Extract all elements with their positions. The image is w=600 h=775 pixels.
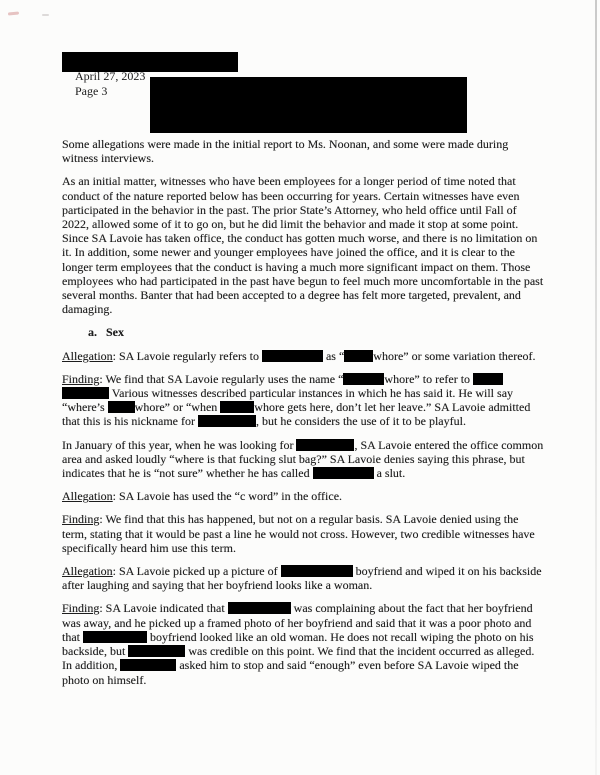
date-line: April 27, 2023 xyxy=(75,69,146,83)
underlined-label: Finding xyxy=(62,371,100,386)
redacted-text xyxy=(281,565,353,577)
redacted-text xyxy=(83,631,147,643)
redacted-text xyxy=(343,373,384,385)
paragraph xyxy=(62,512,544,555)
page-number-line: Page 3 xyxy=(75,83,108,98)
redacted-text xyxy=(344,350,373,362)
underlined-label: Finding xyxy=(62,512,100,527)
redacted-text xyxy=(62,387,109,399)
text-run: as “ xyxy=(322,348,345,363)
redacted-text xyxy=(262,350,323,362)
text-run: boyfriend looked like an old woman. He does not recall wiping the photo on his backside, but xyxy=(62,629,534,659)
text-run: was complaining about the fact that her boyfriend was away, and he picked up a framed photo of her boyfriend and said that it was a poor photo and that xyxy=(62,601,533,644)
text-run: boyfriend and wiped it on his backside after laughing and saying that her boyfriend looks like a woman. xyxy=(62,564,542,593)
redacted-text xyxy=(313,467,374,479)
scan-edge-artifact xyxy=(595,0,597,775)
text-run: Various witnesses described particular instances in which he has said it. He will say “where’s xyxy=(62,386,514,415)
text-run: whore gets here, don’t let her leave.” SA Lavoie admitted that this is his nickname for xyxy=(62,400,531,429)
underlined-label: Finding xyxy=(62,601,100,616)
text-run: was credible on this point. We find that the incident occurred as alleged. In addition, xyxy=(62,644,535,673)
underlined-label: Allegation xyxy=(62,489,113,504)
text-run: a slut. xyxy=(373,466,406,481)
text-run: , but he considers the use of it to be playful. xyxy=(255,414,466,429)
redacted-text xyxy=(198,415,256,427)
redacted-text xyxy=(228,602,291,614)
text-run: : We find that this has happened, but not on a regular basis. SA Lavoie denied using the term, stating that it would be past a line he would not cross. However, two credible witnesses have specifically heard him use this term. xyxy=(62,512,535,555)
paragraph xyxy=(62,564,544,592)
document-header xyxy=(75,69,145,98)
section-heading xyxy=(88,325,544,339)
text-run: : SA Lavoie indicated that xyxy=(99,601,228,616)
redacted-text xyxy=(296,439,354,451)
paragraph xyxy=(62,372,544,429)
redacted-text xyxy=(473,373,503,385)
paragraph xyxy=(62,601,544,686)
text-run: : SA Lavoie has used the “c word” in the office. xyxy=(112,489,343,504)
text-run: , SA Lavoie entered the office common area and asked loudly “where is that fucking slut bag?” SA Lavoie denies saying this phrase, but indicates that he is “not sure” whether he has called xyxy=(62,437,544,481)
text-run: : We find that SA Lavoie regularly uses the name “ xyxy=(99,371,344,386)
text-run: : SA Lavoie picked up a picture of xyxy=(112,564,281,579)
text-run: whore” or some variation thereof. xyxy=(373,348,536,363)
underlined-label: Allegation xyxy=(62,564,113,579)
paragraph xyxy=(62,349,544,363)
paragraph xyxy=(62,489,544,503)
text-run: asked him to stop and said “enough” even before SA Lavoie wiped the photo on himself. xyxy=(62,658,519,687)
text-run: whore” to refer to xyxy=(384,371,474,386)
text-run: whore” or “when xyxy=(134,400,221,415)
redacted-text xyxy=(108,401,135,413)
pen-mark xyxy=(8,11,19,15)
underlined-label: Allegation xyxy=(62,348,113,363)
redacted-text xyxy=(120,659,176,671)
redacted-text xyxy=(128,645,185,657)
pen-mark xyxy=(42,14,49,16)
text-run: In January of this year, when he was looking for xyxy=(62,437,297,452)
text-run: As an initial matter, witnesses who have been employees for a longer period of time noted that conduct of the nature reported below has been occurring for years. Certain witnesses have even participated in the behavior in the past. The prior State’s Attorney, who held office until Fall of 2022, allowed some of it to go on, but he did limit the behavior and made it stop at some point. Since SA Lavoie has taken office, the conduct has gotten much worse, and there is no limitation on it. In addition, some newer and younger employees have joined the office, and it is clear to the longer term employees that the conduct is having a much more significant impact on them. Those employees who had participated in the past have begun to feel much more uncomfortable in the past several months. Banter that had been accepted to a degree has felt more targeted, prevalent, and damaging. xyxy=(62,174,544,317)
text-run: : SA Lavoie regularly refers to xyxy=(112,348,262,363)
paragraph xyxy=(62,137,544,165)
document-body xyxy=(62,137,544,696)
paragraph xyxy=(62,174,544,316)
text-run: Some allegations were made in the initial report to Ms. Noonan, and some were made during witness interviews. xyxy=(62,137,509,166)
redaction-block xyxy=(150,77,467,133)
paragraph xyxy=(62,438,544,481)
redacted-text xyxy=(220,401,254,413)
heading-text: a. Sex xyxy=(88,325,124,340)
